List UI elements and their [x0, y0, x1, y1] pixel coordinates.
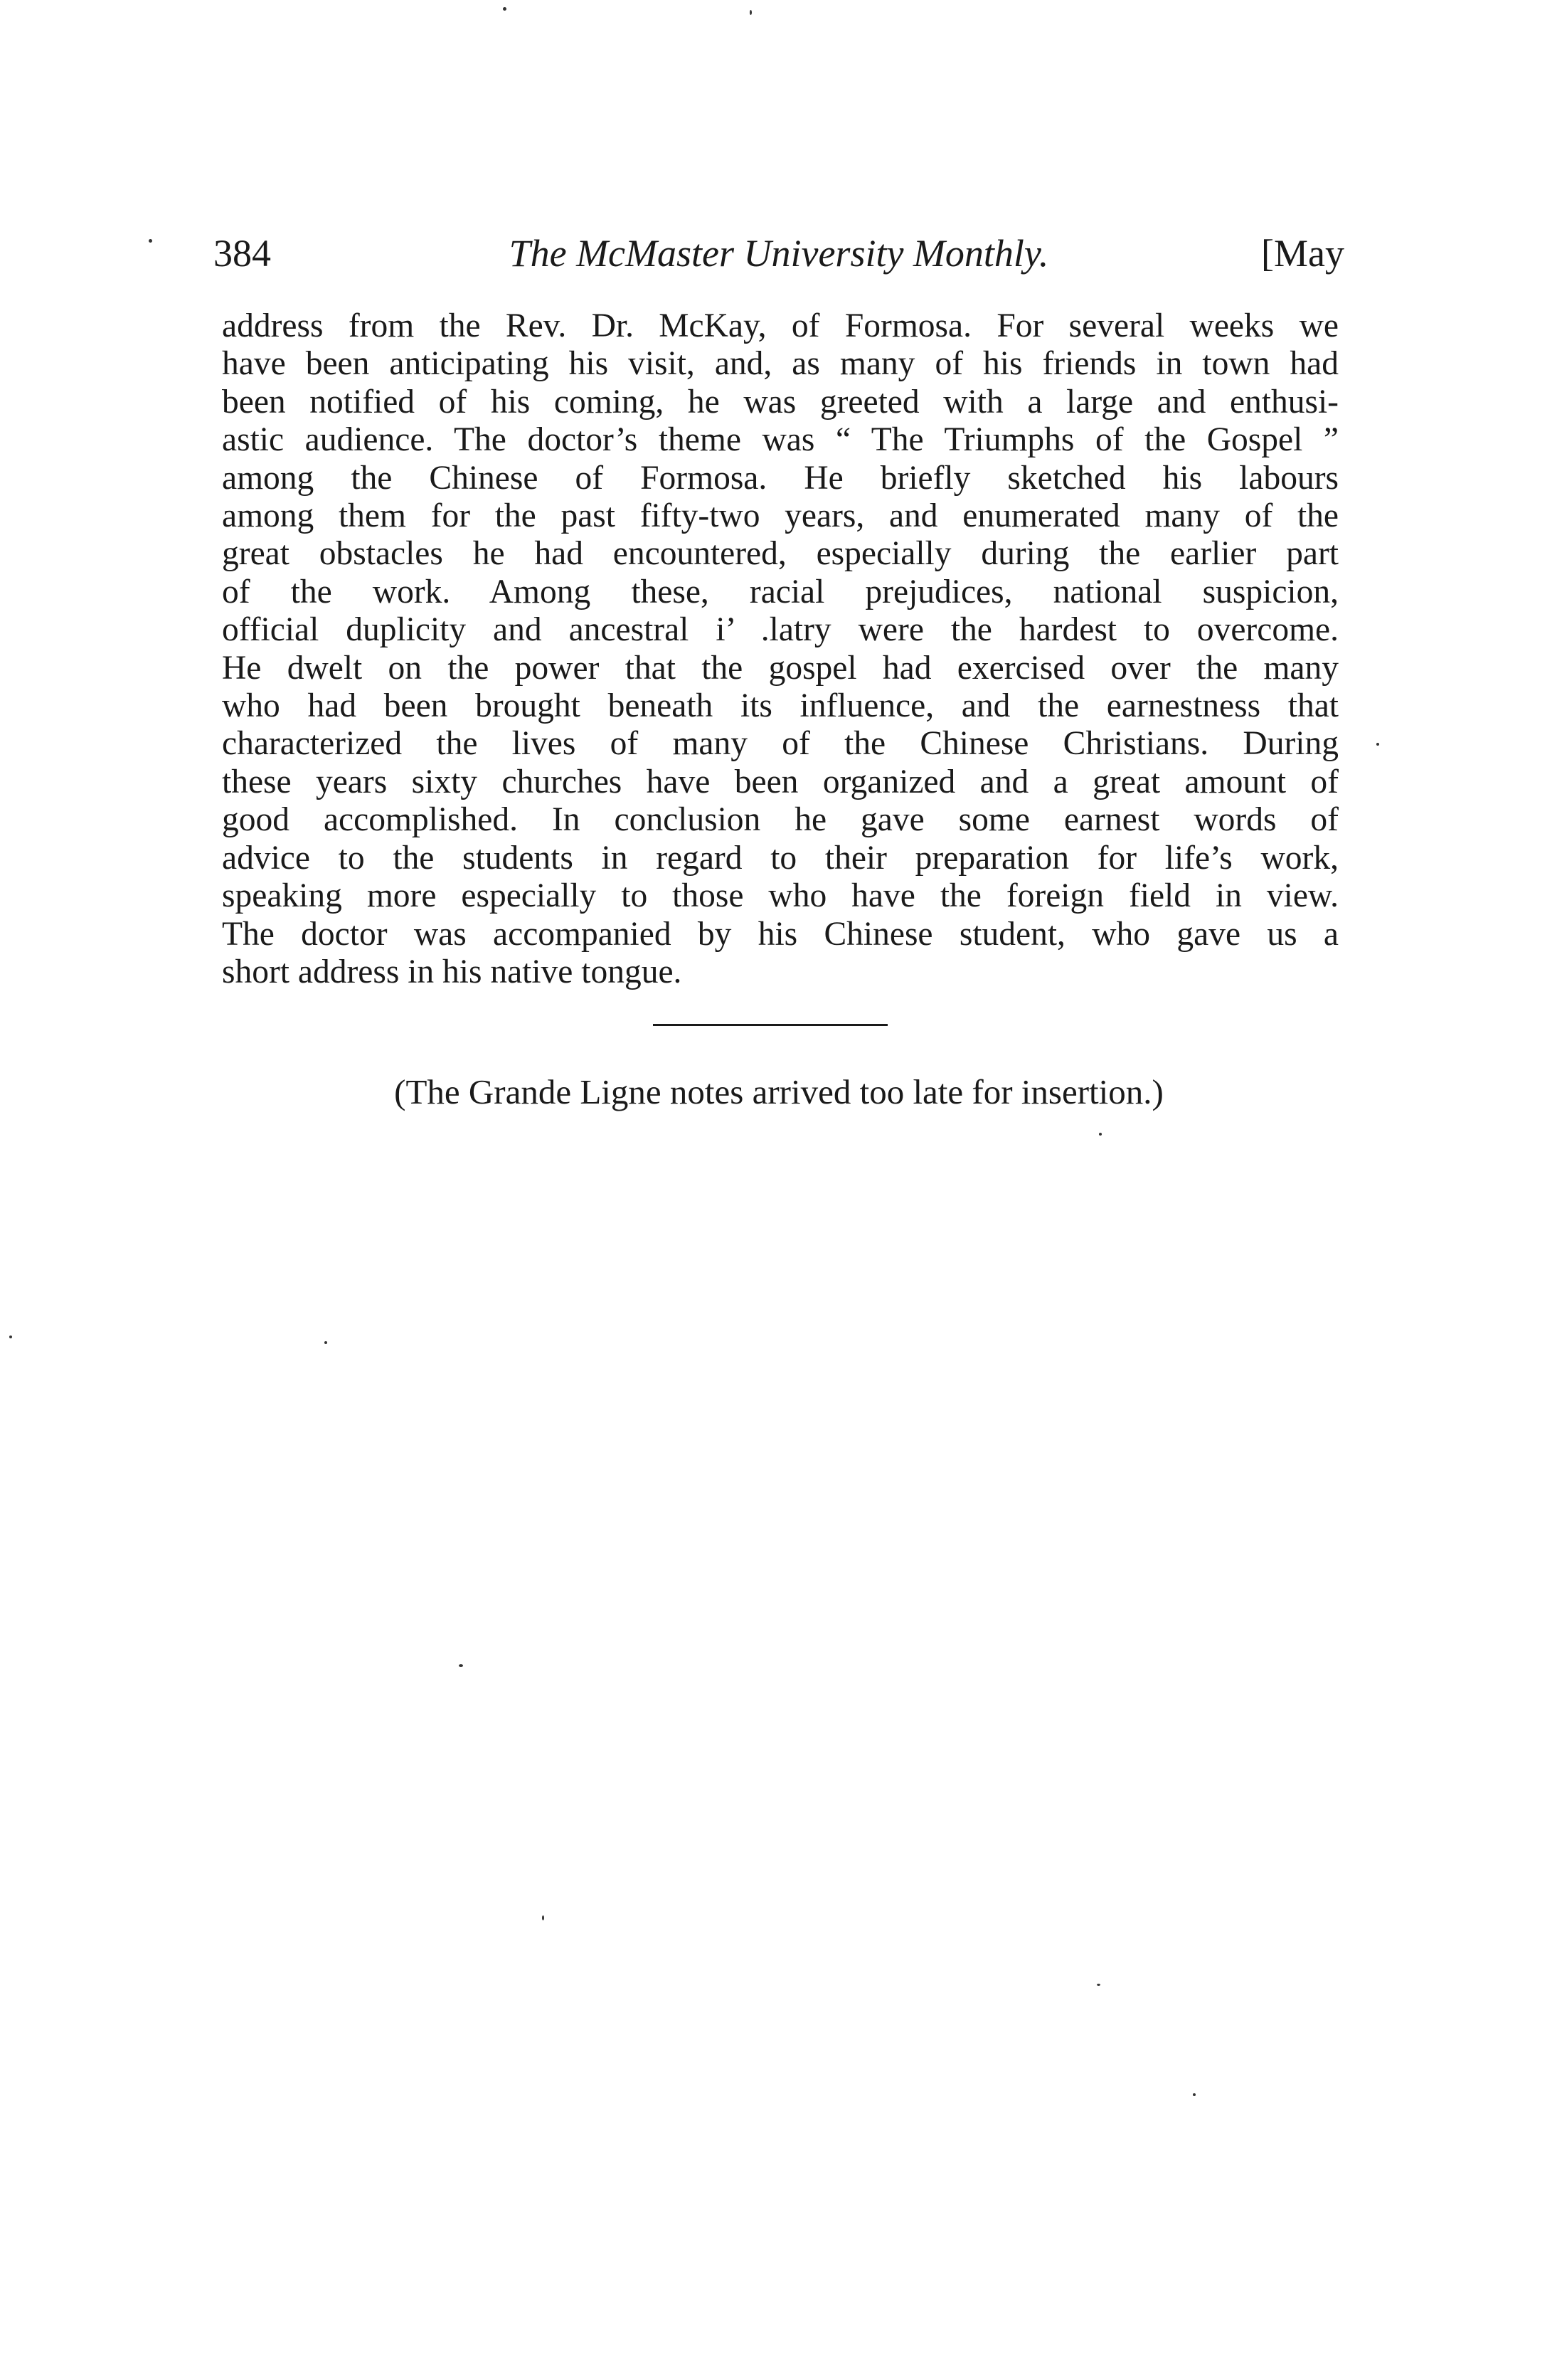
text-line: among them for the past fifty-two years, and enumerated many of the: [222, 497, 1339, 535]
text-line: official duplicity and ancestral i’ .latry were the hardest to overcome.: [222, 611, 1339, 649]
text-line: He dwelt on the power that the gospel had exercised over the many: [222, 649, 1339, 687]
running-head: [213, 225, 1344, 282]
text-line: advice to the students in regard to their preparation for life’s work,: [222, 839, 1339, 877]
journal-title: The McMaster University Monthly.: [509, 232, 1049, 275]
text-line: these years sixty churches have been organized and a great amount of: [222, 763, 1339, 800]
scan-speck: [459, 1664, 463, 1667]
scan-speck: [542, 1915, 544, 1920]
scan-speck: [9, 1336, 12, 1338]
scan-speck: [1099, 1133, 1102, 1136]
text-line: speaking more especially to those who have the foreign field in view.: [222, 877, 1339, 915]
scan-speck: [324, 1341, 327, 1344]
text-line: great obstacles he had encountered, especially during the earlier part: [222, 535, 1339, 573]
text-line: characterized the lives of many of the Chinese Christians. During: [222, 725, 1339, 763]
text-line: The doctor was accompanied by his Chinese student, who gave us a: [222, 915, 1339, 953]
text-line: been notified of his coming, he was greeted with a large and enthusi-: [222, 383, 1339, 421]
scan-speck: [1193, 2093, 1196, 2096]
text-line: good accomplished. In conclusion he gave some earnest words of: [222, 801, 1339, 839]
section-divider: [653, 1024, 888, 1026]
text-line: among the Chinese of Formosa. He briefly sketched his labours: [222, 459, 1339, 497]
scan-speck: [1097, 1984, 1100, 1986]
text-line: astic audience. The doctor’s theme was “ The Triumphs of the Gospel ”: [222, 421, 1339, 459]
scan-speck: [503, 7, 506, 11]
text-line: of the work. Among these, racial prejudices, national suspicion,: [222, 573, 1339, 610]
scan-speck: [1376, 743, 1379, 746]
text-line: who had been brought beneath its influence, and the earnestness that: [222, 687, 1339, 725]
text-line: short address in his native tongue.: [222, 953, 682, 990]
scan-speck: [750, 10, 752, 15]
page-number: 384: [213, 232, 271, 275]
text-line: address from the Rev. Dr. McKay, of Formosa. For several weeks we: [222, 307, 1339, 344]
editorial-note: (The Grande Ligne notes arrived too late for insertion.): [394, 1072, 1164, 1111]
article-paragraph: [222, 307, 1339, 991]
issue-month: [May: [1261, 232, 1344, 275]
text-line: have been anticipating his visit, and, as many of his friends in town had: [222, 345, 1339, 383]
scan-speck: [149, 239, 152, 243]
